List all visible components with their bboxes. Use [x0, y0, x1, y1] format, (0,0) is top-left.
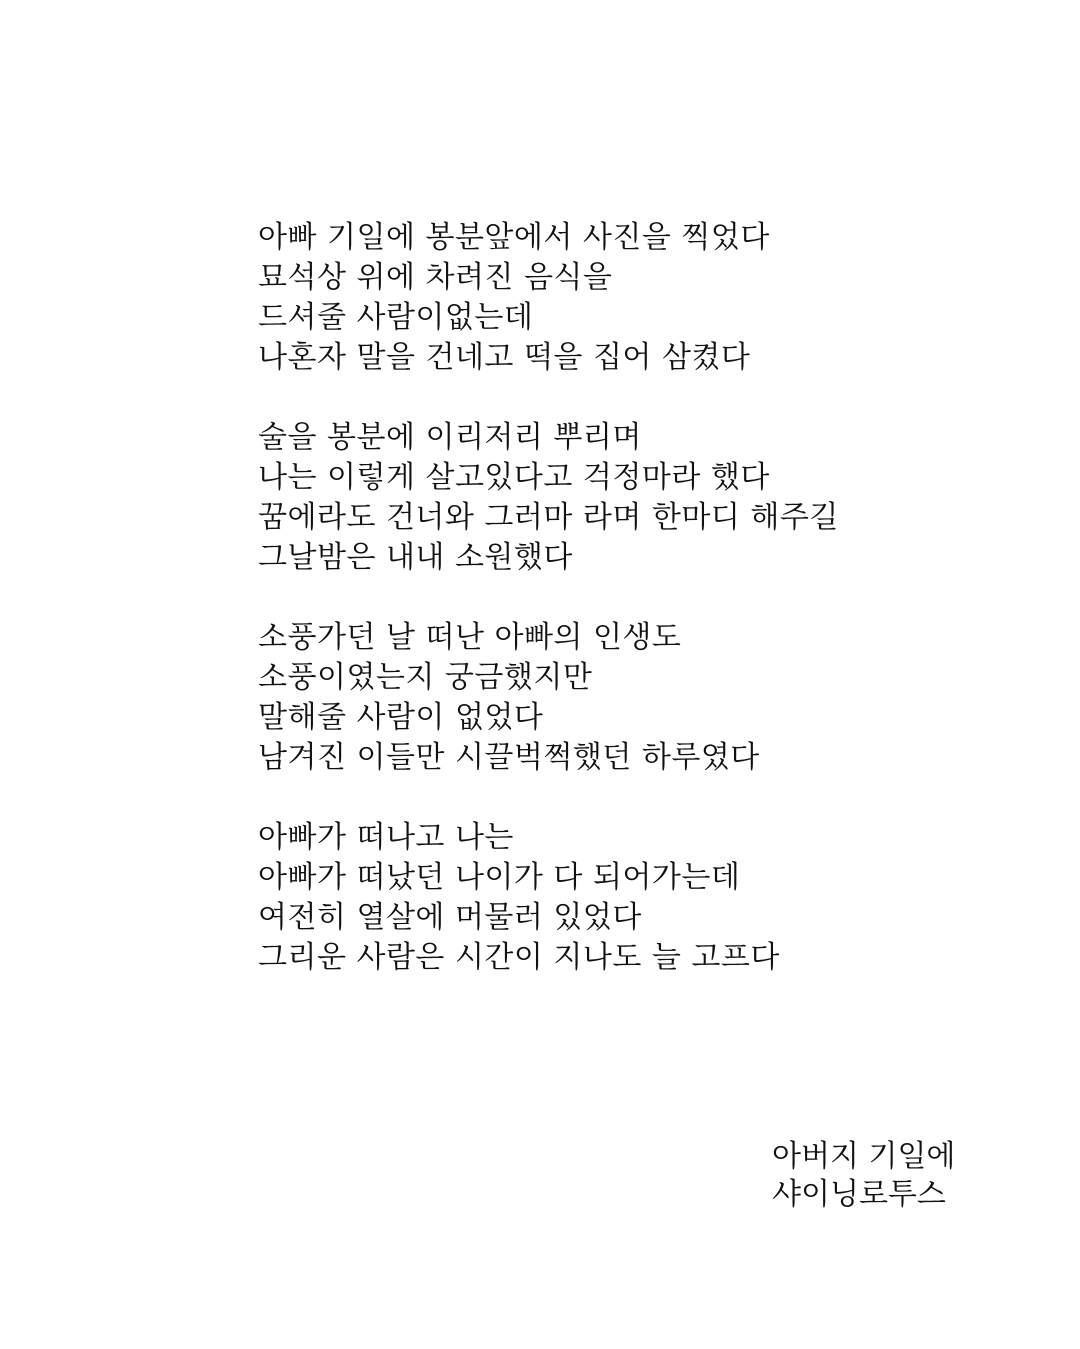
author-name: 샤이닝로투스	[772, 1177, 946, 1212]
stanza-3	[258, 618, 958, 778]
stanza-4	[258, 818, 958, 978]
poem-line: 드셔줄 사람이없는데	[258, 300, 534, 335]
poem-line: 술을 봉분에 이리저리 뿌리며	[258, 420, 642, 455]
stanza-2	[258, 418, 958, 578]
poem-line: 묘석상 위에 차려진 음식을	[258, 260, 613, 295]
poem-line: 그리운 사람은 시간이 지나도 늘 고프다	[258, 940, 780, 975]
poem-body	[258, 218, 958, 1018]
poem-line: 남겨진 이들만 시끌벅쩍했던 하루였다	[258, 740, 760, 775]
poem-line: 말해줄 사람이 없었다	[258, 700, 544, 735]
poem-line: 나혼자 말을 건네고 떡을 집어 삼켰다	[258, 340, 751, 375]
poem-line: 아빠가 떠났던 나이가 다 되어가는데	[258, 860, 741, 895]
poem-line: 아빠 기일에 봉분앞에서 사진을 찍었다	[258, 220, 770, 255]
signature-block	[772, 1138, 1072, 1214]
stanza-1	[258, 218, 958, 378]
poem-line: 나는 이렇게 살고있다고 걱정마라 했다	[258, 460, 770, 495]
poem-line: 소풍가던 날 떠난 아빠의 인생도	[258, 620, 682, 655]
poem-line: 그날밤은 내내 소원했다	[258, 540, 573, 575]
poem-line: 여전히 열살에 머물러 있었다	[258, 900, 642, 935]
poem-line: 아빠가 떠나고 나는	[258, 820, 514, 855]
poem-line: 꿈에라도 건너와 그러마 라며 한마디 해주길	[258, 500, 839, 535]
poem-line: 소풍이였는지 궁금했지만	[258, 660, 593, 695]
poem-title: 아버지 기일에	[772, 1139, 956, 1174]
